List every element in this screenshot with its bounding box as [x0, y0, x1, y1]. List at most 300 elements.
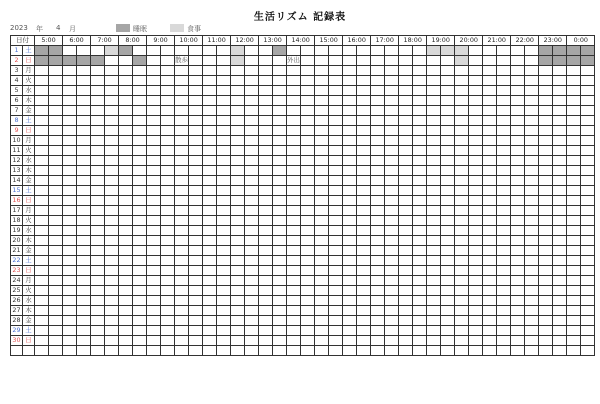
time-cell[interactable] [525, 246, 539, 256]
time-cell[interactable] [245, 276, 259, 286]
time-cell[interactable] [483, 96, 497, 106]
time-cell[interactable] [63, 316, 77, 326]
time-cell[interactable] [119, 76, 133, 86]
time-cell[interactable] [553, 126, 567, 136]
time-cell[interactable] [133, 156, 147, 166]
time-cell[interactable] [497, 266, 511, 276]
time-cell[interactable] [231, 96, 245, 106]
time-cell[interactable] [175, 86, 189, 96]
time-cell[interactable] [217, 326, 231, 336]
time-cell[interactable] [245, 266, 259, 276]
time-cell[interactable] [161, 256, 175, 266]
time-cell[interactable] [315, 336, 329, 346]
time-cell[interactable] [119, 156, 133, 166]
time-cell[interactable] [77, 206, 91, 216]
time-cell[interactable] [147, 86, 161, 96]
time-cell[interactable] [455, 96, 469, 106]
time-cell[interactable] [511, 336, 525, 346]
time-cell[interactable] [371, 336, 385, 346]
time-cell[interactable] [455, 236, 469, 246]
time-cell[interactable] [301, 206, 315, 216]
time-cell[interactable] [511, 256, 525, 266]
time-cell[interactable] [189, 316, 203, 326]
time-cell[interactable] [35, 346, 49, 356]
time-cell[interactable] [441, 266, 455, 276]
time-cell[interactable] [581, 76, 595, 86]
time-cell[interactable] [427, 96, 441, 106]
time-cell[interactable] [413, 196, 427, 206]
time-cell[interactable] [175, 276, 189, 286]
time-cell[interactable] [329, 286, 343, 296]
time-cell[interactable] [483, 176, 497, 186]
time-cell[interactable] [567, 286, 581, 296]
time-cell[interactable] [315, 46, 329, 56]
time-cell[interactable] [35, 336, 49, 346]
time-cell[interactable] [329, 126, 343, 136]
time-cell[interactable] [119, 126, 133, 136]
time-cell[interactable] [469, 166, 483, 176]
time-cell[interactable] [385, 156, 399, 166]
time-cell[interactable] [161, 126, 175, 136]
time-cell[interactable] [511, 96, 525, 106]
time-cell[interactable] [119, 256, 133, 266]
time-cell[interactable] [581, 56, 595, 66]
time-cell[interactable] [441, 326, 455, 336]
time-cell[interactable] [441, 166, 455, 176]
time-cell[interactable] [427, 336, 441, 346]
time-cell[interactable] [63, 236, 77, 246]
time-cell[interactable] [217, 106, 231, 116]
time-cell[interactable] [525, 346, 539, 356]
time-cell[interactable] [581, 186, 595, 196]
time-cell[interactable] [245, 146, 259, 156]
time-cell[interactable] [413, 276, 427, 286]
time-cell[interactable] [329, 236, 343, 246]
time-cell[interactable] [357, 296, 371, 306]
time-cell[interactable] [77, 306, 91, 316]
time-cell[interactable] [259, 216, 273, 226]
time-cell[interactable] [217, 196, 231, 206]
time-cell[interactable] [469, 106, 483, 116]
time-cell[interactable] [497, 246, 511, 256]
time-cell[interactable] [147, 156, 161, 166]
time-cell[interactable] [49, 246, 63, 256]
time-cell[interactable] [245, 156, 259, 166]
time-cell[interactable] [497, 346, 511, 356]
time-cell[interactable] [357, 176, 371, 186]
time-cell[interactable] [133, 266, 147, 276]
time-cell[interactable] [315, 206, 329, 216]
time-cell[interactable] [469, 176, 483, 186]
time-cell[interactable] [175, 236, 189, 246]
time-cell[interactable] [385, 126, 399, 136]
time-cell[interactable] [553, 206, 567, 216]
time-cell[interactable] [49, 156, 63, 166]
time-cell[interactable] [105, 166, 119, 176]
time-cell[interactable] [287, 326, 301, 336]
time-cell[interactable] [427, 276, 441, 286]
time-cell[interactable] [105, 136, 119, 146]
time-cell[interactable] [161, 196, 175, 206]
time-cell[interactable] [357, 56, 371, 66]
time-cell[interactable] [77, 256, 91, 266]
time-cell[interactable] [287, 176, 301, 186]
time-cell[interactable] [91, 316, 105, 326]
time-cell[interactable] [301, 116, 315, 126]
time-cell[interactable] [469, 56, 483, 66]
time-cell[interactable] [483, 296, 497, 306]
time-cell[interactable] [63, 176, 77, 186]
time-cell[interactable] [455, 66, 469, 76]
time-cell[interactable] [49, 266, 63, 276]
time-cell[interactable] [133, 86, 147, 96]
time-cell[interactable] [455, 336, 469, 346]
time-cell[interactable] [119, 326, 133, 336]
time-cell[interactable] [371, 246, 385, 256]
time-cell[interactable] [553, 136, 567, 146]
time-cell[interactable] [315, 196, 329, 206]
time-cell[interactable] [399, 146, 413, 156]
time-cell[interactable] [427, 136, 441, 146]
time-cell[interactable] [175, 346, 189, 356]
time-cell[interactable] [287, 216, 301, 226]
time-cell[interactable] [329, 316, 343, 326]
time-cell[interactable] [273, 176, 287, 186]
time-cell[interactable] [343, 206, 357, 216]
time-cell[interactable] [119, 46, 133, 56]
time-cell[interactable] [301, 316, 315, 326]
time-cell[interactable] [581, 66, 595, 76]
time-cell[interactable] [63, 216, 77, 226]
time-cell[interactable] [483, 56, 497, 66]
time-cell[interactable] [567, 336, 581, 346]
time-cell[interactable] [483, 66, 497, 76]
time-cell[interactable] [385, 46, 399, 56]
time-cell[interactable] [189, 166, 203, 176]
time-cell[interactable] [119, 106, 133, 116]
time-cell[interactable] [91, 86, 105, 96]
time-cell[interactable] [413, 186, 427, 196]
time-cell[interactable] [539, 196, 553, 206]
time-cell[interactable] [217, 46, 231, 56]
time-cell[interactable] [287, 116, 301, 126]
time-cell[interactable] [245, 326, 259, 336]
time-cell[interactable] [441, 246, 455, 256]
time-cell[interactable] [119, 86, 133, 96]
time-cell[interactable] [427, 316, 441, 326]
time-cell[interactable] [231, 106, 245, 116]
time-cell[interactable] [287, 236, 301, 246]
time-cell[interactable] [329, 206, 343, 216]
time-cell[interactable] [217, 336, 231, 346]
time-cell[interactable] [413, 56, 427, 66]
time-cell[interactable] [539, 116, 553, 126]
time-cell[interactable] [49, 56, 63, 66]
time-cell[interactable] [77, 326, 91, 336]
time-cell[interactable] [525, 146, 539, 156]
time-cell[interactable] [301, 286, 315, 296]
time-cell[interactable] [385, 296, 399, 306]
time-cell[interactable] [189, 96, 203, 106]
time-cell[interactable] [399, 236, 413, 246]
time-cell[interactable] [259, 86, 273, 96]
time-cell[interactable] [63, 96, 77, 106]
time-cell[interactable] [315, 236, 329, 246]
time-cell[interactable] [371, 196, 385, 206]
time-cell[interactable] [189, 196, 203, 206]
time-cell[interactable] [511, 176, 525, 186]
time-cell[interactable] [511, 86, 525, 96]
time-cell[interactable] [189, 346, 203, 356]
time-cell[interactable] [357, 336, 371, 346]
time-cell[interactable] [301, 276, 315, 286]
time-cell[interactable] [371, 136, 385, 146]
time-cell[interactable] [371, 166, 385, 176]
time-cell[interactable] [525, 176, 539, 186]
time-cell[interactable] [245, 336, 259, 346]
time-cell[interactable] [581, 46, 595, 56]
time-cell[interactable] [525, 326, 539, 336]
time-cell[interactable] [343, 196, 357, 206]
time-cell[interactable] [525, 46, 539, 56]
time-cell[interactable] [49, 116, 63, 126]
time-cell[interactable] [175, 46, 189, 56]
time-cell[interactable] [567, 76, 581, 86]
time-cell[interactable] [91, 256, 105, 266]
time-cell[interactable] [329, 306, 343, 316]
time-cell[interactable] [441, 156, 455, 166]
time-cell[interactable] [399, 186, 413, 196]
time-cell[interactable] [329, 196, 343, 206]
time-cell[interactable] [63, 46, 77, 56]
time-cell[interactable] [385, 256, 399, 266]
time-cell[interactable] [133, 226, 147, 236]
time-cell[interactable] [539, 206, 553, 216]
time-cell[interactable] [301, 156, 315, 166]
time-cell[interactable] [469, 246, 483, 256]
time-cell[interactable] [567, 136, 581, 146]
time-cell[interactable] [203, 176, 217, 186]
time-cell[interactable] [231, 56, 245, 66]
time-cell[interactable] [315, 256, 329, 266]
time-cell[interactable] [203, 336, 217, 346]
time-cell[interactable] [455, 76, 469, 86]
time-cell[interactable] [413, 176, 427, 186]
time-cell[interactable] [469, 286, 483, 296]
time-cell[interactable] [455, 206, 469, 216]
time-cell[interactable] [427, 256, 441, 266]
time-cell[interactable] [511, 276, 525, 286]
time-cell[interactable] [357, 286, 371, 296]
time-cell[interactable] [63, 66, 77, 76]
time-cell[interactable] [399, 176, 413, 186]
time-cell[interactable] [105, 126, 119, 136]
time-cell[interactable] [287, 196, 301, 206]
time-cell[interactable] [567, 326, 581, 336]
time-cell[interactable] [413, 136, 427, 146]
time-cell[interactable] [245, 166, 259, 176]
time-cell[interactable] [525, 226, 539, 236]
time-cell[interactable] [385, 66, 399, 76]
time-cell[interactable] [147, 216, 161, 226]
time-cell[interactable] [553, 306, 567, 316]
time-cell[interactable] [539, 146, 553, 156]
time-cell[interactable] [105, 336, 119, 346]
time-cell[interactable] [189, 206, 203, 216]
time-cell[interactable] [231, 46, 245, 56]
time-cell[interactable] [315, 286, 329, 296]
time-cell[interactable] [35, 266, 49, 276]
time-cell[interactable] [231, 236, 245, 246]
time-cell[interactable] [357, 196, 371, 206]
time-cell[interactable] [231, 156, 245, 166]
time-cell[interactable] [63, 306, 77, 316]
time-cell[interactable] [287, 296, 301, 306]
time-cell[interactable] [497, 216, 511, 226]
time-cell[interactable] [497, 316, 511, 326]
time-cell[interactable] [35, 86, 49, 96]
time-cell[interactable] [231, 246, 245, 256]
time-cell[interactable] [91, 236, 105, 246]
time-cell[interactable] [427, 86, 441, 96]
time-cell[interactable] [427, 156, 441, 166]
time-cell[interactable] [35, 216, 49, 226]
time-cell[interactable] [259, 46, 273, 56]
time-cell[interactable] [483, 256, 497, 266]
time-cell[interactable] [553, 66, 567, 76]
time-cell[interactable] [553, 346, 567, 356]
time-cell[interactable] [567, 96, 581, 106]
time-cell[interactable] [273, 256, 287, 266]
time-cell[interactable] [273, 46, 287, 56]
time-cell[interactable] [35, 136, 49, 146]
time-cell[interactable] [133, 326, 147, 336]
time-cell[interactable] [133, 46, 147, 56]
time-cell[interactable] [581, 256, 595, 266]
time-cell[interactable] [63, 276, 77, 286]
time-cell[interactable] [259, 76, 273, 86]
time-cell[interactable] [581, 316, 595, 326]
time-cell[interactable] [203, 56, 217, 66]
time-cell[interactable] [329, 76, 343, 86]
time-cell[interactable] [217, 76, 231, 86]
time-cell[interactable] [427, 66, 441, 76]
time-cell[interactable] [497, 146, 511, 156]
time-cell[interactable] [189, 226, 203, 236]
time-cell[interactable] [399, 96, 413, 106]
time-cell[interactable] [35, 306, 49, 316]
time-cell[interactable] [35, 296, 49, 306]
time-cell[interactable] [35, 256, 49, 266]
time-cell[interactable] [63, 346, 77, 356]
time-cell[interactable] [469, 156, 483, 166]
time-cell[interactable] [413, 166, 427, 176]
time-cell[interactable] [301, 46, 315, 56]
time-cell[interactable] [469, 326, 483, 336]
time-cell[interactable] [413, 146, 427, 156]
time-cell[interactable] [581, 236, 595, 246]
time-cell[interactable] [35, 146, 49, 156]
time-cell[interactable] [63, 246, 77, 256]
time-cell[interactable] [301, 126, 315, 136]
time-cell[interactable] [203, 196, 217, 206]
time-cell[interactable] [175, 196, 189, 206]
time-cell[interactable] [203, 46, 217, 56]
time-cell[interactable] [539, 316, 553, 326]
time-cell[interactable] [497, 106, 511, 116]
time-cell[interactable] [511, 326, 525, 336]
time-cell[interactable] [77, 56, 91, 66]
time-cell[interactable] [49, 286, 63, 296]
time-cell[interactable] [231, 76, 245, 86]
time-cell[interactable] [217, 66, 231, 76]
time-cell[interactable] [245, 176, 259, 186]
time-cell[interactable] [287, 156, 301, 166]
time-cell[interactable] [301, 266, 315, 276]
time-cell[interactable] [455, 86, 469, 96]
time-cell[interactable] [413, 316, 427, 326]
time-cell[interactable] [511, 166, 525, 176]
time-cell[interactable] [105, 226, 119, 236]
time-cell[interactable] [161, 56, 175, 66]
time-cell[interactable] [511, 146, 525, 156]
time-cell[interactable] [91, 176, 105, 186]
time-cell[interactable] [455, 306, 469, 316]
time-cell[interactable] [245, 66, 259, 76]
time-cell[interactable] [329, 326, 343, 336]
time-cell[interactable] [441, 176, 455, 186]
time-cell[interactable] [175, 206, 189, 216]
time-cell[interactable] [133, 236, 147, 246]
time-cell[interactable] [329, 106, 343, 116]
time-cell[interactable] [483, 246, 497, 256]
time-cell[interactable] [441, 316, 455, 326]
time-cell[interactable] [567, 246, 581, 256]
time-cell[interactable] [273, 86, 287, 96]
time-cell[interactable] [497, 206, 511, 216]
time-cell[interactable] [203, 156, 217, 166]
time-cell[interactable] [287, 46, 301, 56]
time-cell[interactable] [343, 166, 357, 176]
time-cell[interactable] [511, 156, 525, 166]
time-cell[interactable] [329, 336, 343, 346]
time-cell[interactable] [175, 156, 189, 166]
time-cell[interactable] [497, 46, 511, 56]
time-cell[interactable] [77, 86, 91, 96]
time-cell[interactable] [161, 116, 175, 126]
time-cell[interactable] [357, 136, 371, 146]
time-cell[interactable] [245, 296, 259, 306]
time-cell[interactable] [217, 266, 231, 276]
time-cell[interactable] [441, 76, 455, 86]
time-cell[interactable] [455, 246, 469, 256]
time-cell[interactable] [413, 66, 427, 76]
time-cell[interactable] [245, 116, 259, 126]
time-cell[interactable] [581, 306, 595, 316]
time-cell[interactable] [175, 226, 189, 236]
time-cell[interactable] [567, 106, 581, 116]
time-cell[interactable] [259, 156, 273, 166]
time-cell[interactable] [203, 66, 217, 76]
time-cell[interactable] [175, 266, 189, 276]
time-cell[interactable] [161, 46, 175, 56]
time-cell[interactable] [427, 196, 441, 206]
time-cell[interactable] [49, 66, 63, 76]
time-cell[interactable] [147, 206, 161, 216]
time-cell[interactable] [175, 256, 189, 266]
time-cell[interactable] [189, 86, 203, 96]
time-cell[interactable] [469, 46, 483, 56]
